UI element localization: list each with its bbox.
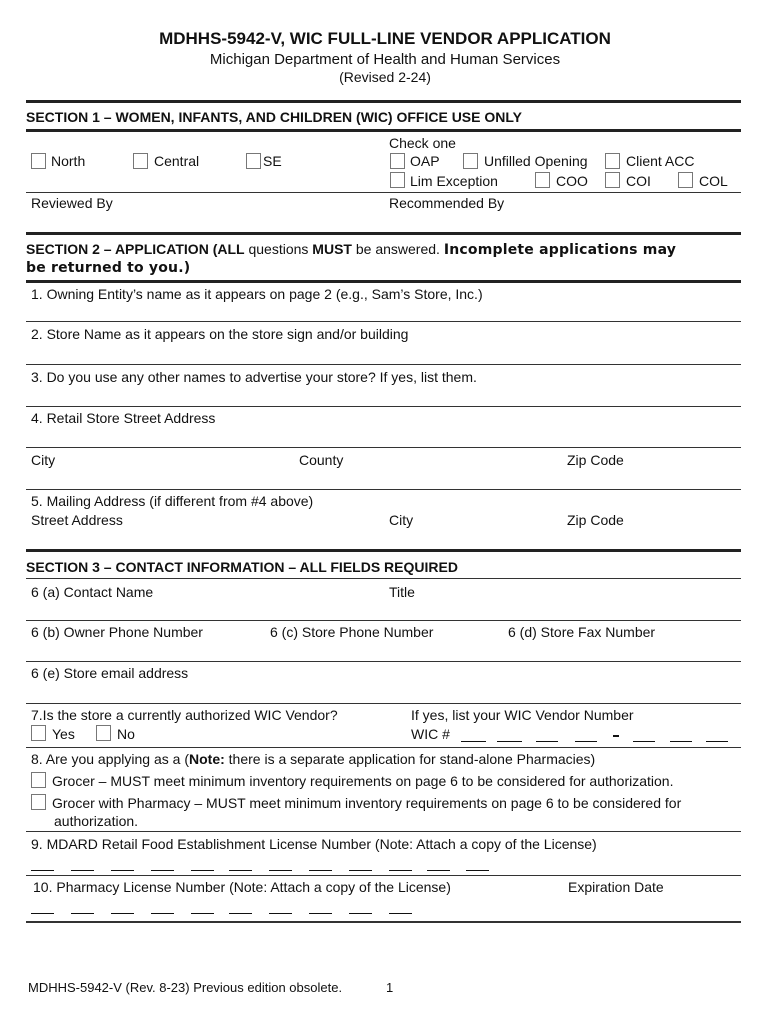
digit-blank[interactable] — [151, 913, 174, 914]
divider — [26, 489, 741, 490]
no-label: No — [117, 726, 135, 742]
owner-phone-field[interactable]: 6 (b) Owner Phone Number — [31, 624, 203, 640]
street-address-field[interactable]: 4. Retail Store Street Address — [31, 410, 216, 426]
divider — [26, 406, 741, 407]
divider — [26, 875, 741, 876]
divider — [26, 192, 741, 193]
divider — [26, 232, 741, 235]
north-label: North — [51, 153, 86, 169]
vendor-number-label: If yes, list your WIC Vendor Number — [411, 707, 634, 723]
digit-blank[interactable] — [269, 913, 292, 914]
mdard-license-label: 9. MDARD Retail Food Establishment License Number (Note: Attach a copy of the License) — [31, 836, 597, 852]
contact-title-field[interactable]: Title — [389, 584, 415, 600]
digit-blank[interactable] — [466, 870, 489, 871]
digit-blank[interactable] — [670, 741, 692, 742]
county-field[interactable]: County — [299, 452, 344, 468]
divider — [26, 280, 741, 283]
digit-blank[interactable] — [349, 913, 372, 914]
north-checkbox[interactable] — [31, 153, 46, 169]
contact-name-field[interactable]: 6 (a) Contact Name — [31, 584, 154, 600]
store-email-field[interactable]: 6 (e) Store email address — [31, 665, 189, 681]
central-checkbox[interactable] — [133, 153, 148, 169]
store-phone-field[interactable]: 6 (c) Store Phone Number — [270, 624, 434, 640]
digit-blank[interactable] — [191, 870, 214, 871]
section1-heading: SECTION 1 – WOMEN, INFANTS, AND CHILDREN (WIC) OFFICE USE ONLY — [26, 109, 522, 125]
digit-blank[interactable] — [706, 741, 728, 742]
divider — [26, 364, 741, 365]
grocer-pharmacy-label: Grocer with Pharmacy – MUST meet minimum inventory requirements on page 6 to be considered for — [52, 795, 682, 811]
digit-blank[interactable] — [427, 870, 450, 871]
divider — [26, 549, 741, 552]
yes-label: Yes — [52, 726, 75, 742]
mailing-street-field[interactable]: Street Address — [31, 512, 123, 528]
owning-entity-field[interactable]: 1. Owning Entity’s name as it appears on page 2 (e.g., Sam’s Store, Inc.) — [31, 286, 483, 302]
store-name-field[interactable]: 2. Store Name as it appears on the store sign and/or building — [31, 326, 409, 342]
mailing-address-label: 5. Mailing Address (if different from #4 above) — [31, 493, 314, 509]
digit-blank[interactable] — [31, 913, 54, 914]
grocer-label: Grocer – MUST meet minimum inventory requirements on page 6 to be considered for authorization. — [52, 773, 674, 789]
check-one-label: Check one — [389, 135, 456, 151]
central-label: Central — [154, 153, 200, 169]
divider — [26, 661, 741, 662]
pharmacy-license-label: 10. Pharmacy License Number (Note: Attach a copy of the License) — [33, 879, 451, 895]
grocer-checkbox[interactable] — [31, 772, 46, 788]
se-label: SE — [263, 153, 282, 169]
q7-label: 7.Is the store a currently authorized WIC Vendor? — [31, 707, 338, 723]
mailing-zip-field[interactable]: Zip Code — [567, 512, 624, 528]
digit-blank[interactable] — [389, 870, 412, 871]
unfilled-opening-checkbox[interactable] — [463, 153, 478, 169]
oap-label: OAP — [410, 153, 440, 169]
store-fax-field[interactable]: 6 (d) Store Fax Number — [508, 624, 656, 640]
q8-label: 8. Are you applying as a (Note: there is a separate application for stand-alone Pharmacies) — [31, 751, 596, 767]
yes-checkbox[interactable] — [31, 725, 46, 741]
unfilled-opening-label: Unfilled Opening — [484, 153, 588, 169]
digit-blank[interactable] — [111, 913, 134, 914]
recommended-by-field[interactable]: Recommended By — [389, 195, 505, 211]
digit-blank[interactable] — [309, 870, 332, 871]
digit-blank[interactable] — [71, 913, 94, 914]
page-title: MDHHS-5942-V, WIC FULL-LINE VENDOR APPLICATION — [159, 29, 611, 48]
col-label: COL — [699, 173, 728, 189]
divider — [26, 100, 741, 103]
grocer-pharmacy-label-cont: authorization. — [54, 813, 139, 829]
digit-blank[interactable] — [536, 741, 558, 742]
divider — [26, 921, 741, 923]
digit-blank[interactable] — [497, 741, 522, 742]
se-checkbox[interactable] — [246, 153, 261, 169]
grocer-pharmacy-checkbox[interactable] — [31, 794, 46, 810]
digit-blank[interactable] — [229, 870, 252, 871]
wic-number-label: WIC # — [411, 726, 450, 742]
expiration-date-label: Expiration Date — [568, 879, 664, 895]
digit-blank[interactable] — [461, 741, 486, 742]
divider — [26, 620, 741, 621]
divider — [26, 578, 741, 579]
oap-checkbox[interactable] — [390, 153, 405, 169]
section2-heading-cont: be returned to you.) — [26, 260, 191, 276]
coo-checkbox[interactable] — [535, 172, 550, 188]
digit-blank[interactable] — [575, 741, 597, 742]
divider — [26, 129, 741, 132]
digit-blank[interactable] — [269, 870, 292, 871]
digit-blank[interactable] — [229, 913, 252, 914]
lim-exception-label: Lim Exception — [410, 173, 498, 189]
divider — [26, 447, 741, 448]
divider — [26, 831, 741, 832]
digit-blank[interactable] — [633, 741, 655, 742]
divider — [26, 703, 741, 704]
digit-blank[interactable] — [191, 913, 214, 914]
digit-blank[interactable] — [349, 870, 372, 871]
no-checkbox[interactable] — [96, 725, 111, 741]
page-number: 1 — [386, 980, 394, 995]
divider — [26, 747, 741, 748]
department-name: Michigan Department of Health and Human Services — [209, 51, 561, 68]
zip-code-field[interactable]: Zip Code — [567, 452, 624, 468]
coo-label: COO — [556, 173, 588, 189]
section3-heading: SECTION 3 – CONTACT INFORMATION – ALL FIELDS REQUIRED — [26, 559, 458, 575]
lim-exception-checkbox[interactable] — [390, 172, 405, 188]
digit-blank[interactable] — [309, 913, 332, 914]
digit-blank[interactable] — [111, 870, 134, 871]
other-names-field[interactable]: 3. Do you use any other names to advertise your store? If yes, list them. — [31, 369, 477, 385]
digit-blank[interactable] — [151, 870, 174, 871]
digit-blank[interactable] — [389, 913, 412, 914]
coi-label: COI — [626, 173, 651, 189]
mailing-city-field[interactable]: City — [389, 512, 414, 528]
client-acc-checkbox[interactable] — [605, 153, 620, 169]
client-acc-label: Client ACC — [626, 153, 695, 169]
divider — [26, 321, 741, 322]
footer-form-id: MDHHS-5942-V (Rev. 8-23) Previous edition obsolete. — [28, 980, 343, 995]
city-field[interactable]: City — [31, 452, 56, 468]
section2-heading: SECTION 2 – APPLICATION (ALL questions MUST be answered. Incomplete applications may — [26, 241, 677, 258]
digit-blank[interactable] — [71, 870, 94, 871]
digit-blank[interactable] — [31, 870, 54, 871]
col-checkbox[interactable] — [678, 172, 693, 188]
separator-dash — [613, 735, 619, 737]
revised-date: (Revised 2-24) — [339, 69, 431, 85]
coi-checkbox[interactable] — [605, 172, 620, 188]
reviewed-by-field[interactable]: Reviewed By — [31, 195, 113, 211]
